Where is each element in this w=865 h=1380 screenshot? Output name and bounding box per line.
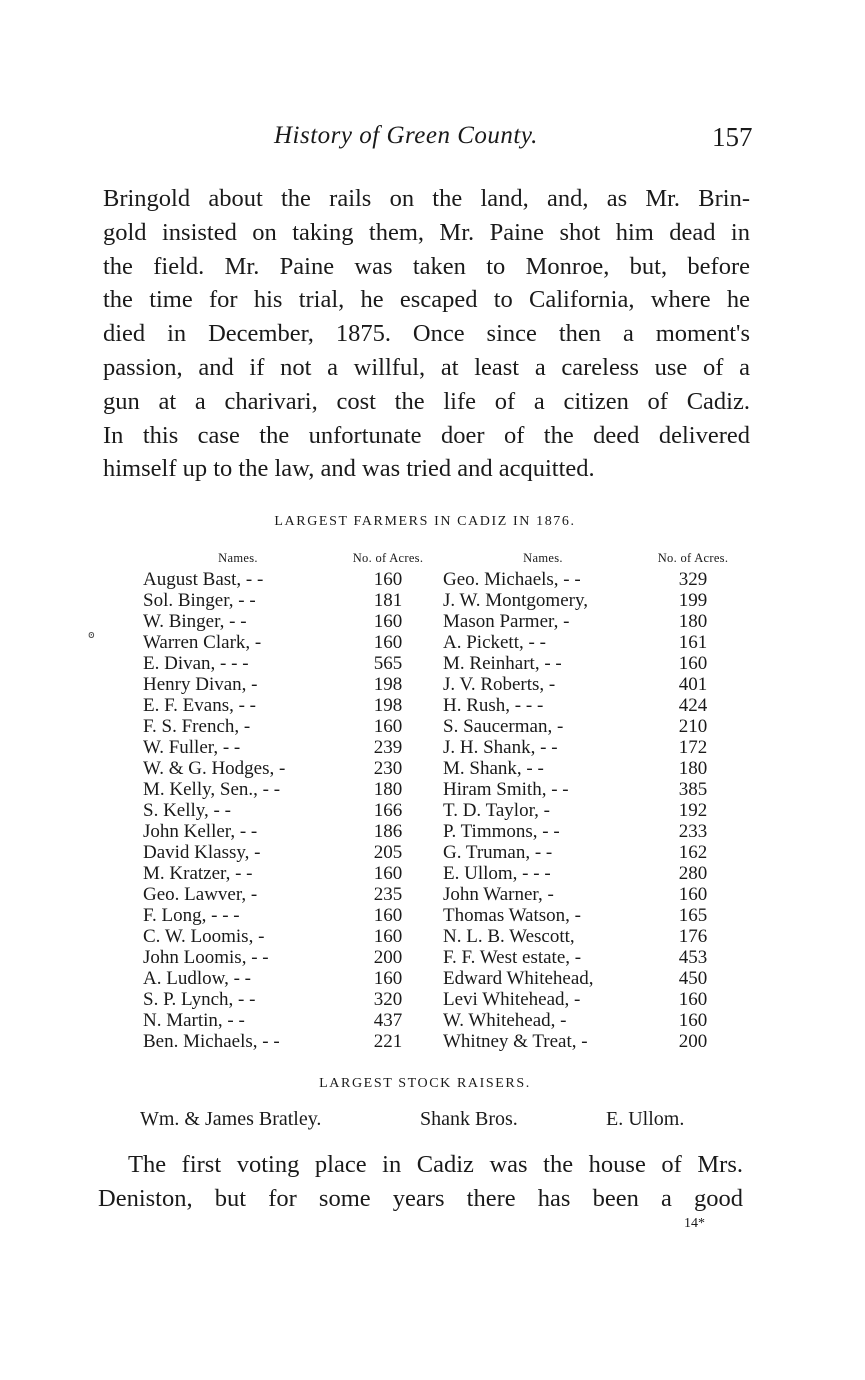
- acreage-value: 401: [678, 674, 708, 695]
- farmer-name: David Klassy, -: [143, 842, 261, 863]
- table-row: [143, 674, 743, 695]
- stock-heading: LARGEST STOCK RAISERS.: [319, 1076, 531, 1091]
- acreage-value: 199: [678, 590, 708, 611]
- body-paragraph-2: [98, 1148, 743, 1216]
- acreage-value: 450: [678, 968, 708, 989]
- table-row: [143, 926, 743, 947]
- acreage-value: 235: [373, 884, 403, 905]
- farmer-name: M. Reinhart, - -: [443, 653, 562, 674]
- table-row: [143, 569, 743, 590]
- column-header-names: Names.: [523, 551, 563, 565]
- farmer-name: P. Timmons, - -: [443, 821, 560, 842]
- farmer-name: W. Whitehead, -: [443, 1010, 567, 1031]
- acreage-value: 233: [678, 821, 708, 842]
- acreage-value: 424: [678, 695, 708, 716]
- farmer-name: W. Fuller, - -: [143, 737, 241, 758]
- column-header-names: Names.: [218, 551, 258, 565]
- running-header-title: History of Green County.: [274, 122, 538, 149]
- acreage-value: 181: [373, 590, 403, 611]
- farmer-name: Warren Clark, -: [143, 632, 262, 653]
- acreage-value: 565: [373, 653, 403, 674]
- acreage-value: 160: [678, 989, 708, 1010]
- farmer-name: T. D. Taylor, -: [443, 800, 550, 821]
- farmer-name: John Keller, - -: [143, 821, 258, 842]
- acreage-value: 200: [373, 947, 403, 968]
- print-blemish: ꙩ: [88, 629, 95, 641]
- table-row: [143, 905, 743, 926]
- acreage-value: 160: [373, 968, 403, 989]
- farmer-name: J. W. Montgomery,: [443, 590, 588, 611]
- acreage-value: 280: [678, 863, 708, 884]
- farmer-name: Hiram Smith, - -: [443, 779, 569, 800]
- table-row: [143, 716, 743, 737]
- text-line: The first voting place in Cadiz was the house of Mrs.: [128, 1151, 743, 1178]
- table-row: [143, 611, 743, 632]
- acreage-value: 180: [373, 779, 403, 800]
- farmer-name: J. H. Shank, - -: [443, 737, 558, 758]
- body-paragraph-1: [103, 182, 750, 486]
- text-line: gun at a charivari, cost the life of a citizen of Cadiz.: [103, 387, 750, 415]
- farmer-name: Mason Parmer, -: [443, 611, 570, 632]
- acreage-value: 162: [678, 842, 708, 863]
- acreage-value: 192: [678, 800, 708, 821]
- acreage-value: 160: [373, 632, 403, 653]
- acreage-value: 221: [373, 1031, 403, 1052]
- table-row: [143, 590, 743, 611]
- text-line: gold insisted on taking them, Mr. Paine shot him dead in: [103, 218, 750, 246]
- acreage-value: 160: [373, 926, 403, 947]
- acreage-value: 160: [373, 863, 403, 884]
- acreage-value: 198: [373, 674, 403, 695]
- page-number: 157: [712, 122, 753, 152]
- farmer-name: Geo. Lawver, -: [143, 884, 258, 905]
- table-row: [143, 989, 743, 1010]
- farmer-name: S. Kelly, - -: [143, 800, 231, 821]
- text-line: Deniston, but for some years there has been a good: [98, 1184, 743, 1212]
- text-line: Bringold about the rails on the land, and, as Mr. Brin-: [103, 185, 750, 212]
- table-row: [143, 821, 743, 842]
- acreage-value: 329: [678, 569, 708, 590]
- farmer-name: Thomas Watson, -: [443, 905, 581, 926]
- acreage-value: 320: [373, 989, 403, 1010]
- table-header-row: [143, 548, 743, 569]
- farmer-name: H. Rush, - - -: [443, 695, 544, 716]
- text-line: died in December, 1875. Once since then a moment's: [103, 320, 750, 348]
- acreage-value: 437: [373, 1010, 403, 1031]
- farmer-name: Levi Whitehead, -: [443, 989, 581, 1010]
- farmer-name: John Loomis, - -: [143, 947, 269, 968]
- acreage-value: 180: [678, 611, 708, 632]
- table-row: [143, 737, 743, 758]
- acreage-value: 172: [678, 737, 708, 758]
- table-row: [143, 632, 743, 653]
- acreage-value: 453: [678, 947, 708, 968]
- table-row: [143, 779, 743, 800]
- acreage-value: 176: [678, 926, 708, 947]
- acreage-value: 385: [678, 779, 708, 800]
- farmer-name: W. Binger, - -: [143, 611, 247, 632]
- farmer-name: Whitney & Treat, -: [443, 1031, 588, 1052]
- column-header-acres: No. of Acres.: [657, 551, 729, 565]
- acreage-value: 160: [373, 905, 403, 926]
- text-line: passion, and if not a willful, at least a careless use of a: [103, 353, 750, 381]
- farmer-name: John Warner, -: [443, 884, 554, 905]
- acreage-value: 160: [373, 716, 403, 737]
- farmer-name: E. Ullom, - - -: [443, 863, 551, 884]
- text-line: the time for his trial, he escaped to California, where he: [103, 286, 750, 314]
- signature-mark: 14*: [684, 1216, 705, 1231]
- farmer-name: C. W. Loomis, -: [143, 926, 265, 947]
- table-row: [143, 800, 743, 821]
- table-row: [143, 884, 743, 905]
- acreage-value: 198: [373, 695, 403, 716]
- table-row: [143, 1010, 743, 1031]
- farmer-name: E. Divan, - - -: [143, 653, 249, 674]
- acreage-value: 160: [678, 1010, 708, 1031]
- acreage-value: 160: [678, 653, 708, 674]
- acreage-value: 160: [373, 569, 403, 590]
- acreage-value: 200: [678, 1031, 708, 1052]
- table-row: [143, 863, 743, 884]
- acreage-value: 230: [373, 758, 403, 779]
- acreage-value: 205: [373, 842, 403, 863]
- acreage-value: 239: [373, 737, 403, 758]
- farmer-name: S. P. Lynch, - -: [143, 989, 256, 1010]
- text-line: himself up to the law, and was tried and acquitted.: [103, 455, 595, 483]
- farmer-name: M. Shank, - -: [443, 758, 544, 779]
- column-header-acres: No. of Acres.: [352, 551, 424, 565]
- farmer-name: A. Pickett, - -: [443, 632, 546, 653]
- farmer-name: M. Kelly, Sen., - -: [143, 779, 281, 800]
- farmers-heading: LARGEST FARMERS IN CADIZ IN 1876.: [274, 514, 576, 529]
- acreage-value: 165: [678, 905, 708, 926]
- stock-raiser: Wm. & James Bratley.: [140, 1108, 322, 1130]
- acreage-value: 166: [373, 800, 403, 821]
- farmer-name: Sol. Binger, - -: [143, 590, 256, 611]
- table-row: [143, 1031, 743, 1052]
- farmer-name: Edward Whitehead,: [443, 968, 594, 989]
- table-row: [143, 947, 743, 968]
- stock-raiser: Shank Bros.: [420, 1108, 518, 1130]
- farmer-name: N. L. B. Wescott,: [443, 926, 575, 947]
- farmer-name: Henry Divan, -: [143, 674, 258, 695]
- acreage-value: 160: [678, 884, 708, 905]
- farmer-name: S. Saucerman, -: [443, 716, 564, 737]
- farmers-table-body: [143, 569, 743, 1052]
- farmer-name: J. V. Roberts, -: [443, 674, 556, 695]
- farmer-name: A. Ludlow, - -: [143, 968, 251, 989]
- text-line: the field. Mr. Paine was taken to Monroe, but, before: [103, 252, 750, 280]
- acreage-value: 160: [373, 611, 403, 632]
- acreage-value: 186: [373, 821, 403, 842]
- acreage-value: 180: [678, 758, 708, 779]
- farmer-name: August Bast, - -: [143, 569, 264, 590]
- acreage-value: 161: [678, 632, 708, 653]
- text-line: In this case the unfortunate doer of the deed delivered: [103, 421, 750, 449]
- table-row: [143, 842, 743, 863]
- table-row: [143, 653, 743, 674]
- farmer-name: F. Long, - - -: [143, 905, 240, 926]
- farmer-name: Geo. Michaels, - -: [443, 569, 581, 590]
- table-row: [143, 968, 743, 989]
- farmer-name: N. Martin, - -: [143, 1010, 245, 1031]
- table-row: [143, 695, 743, 716]
- farmer-name: W. & G. Hodges, -: [143, 758, 286, 779]
- farmer-name: F. F. West estate, -: [443, 947, 582, 968]
- acreage-value: 210: [678, 716, 708, 737]
- farmer-name: Ben. Michaels, - -: [143, 1031, 280, 1052]
- farmer-name: G. Truman, - -: [443, 842, 553, 863]
- farmers-table: [143, 548, 743, 1052]
- stock-raiser: E. Ullom.: [606, 1108, 685, 1130]
- farmer-name: F. S. French, -: [143, 716, 251, 737]
- table-row: [143, 758, 743, 779]
- farmer-name: M. Kratzer, - -: [143, 863, 253, 884]
- farmer-name: E. F. Evans, - -: [143, 695, 256, 716]
